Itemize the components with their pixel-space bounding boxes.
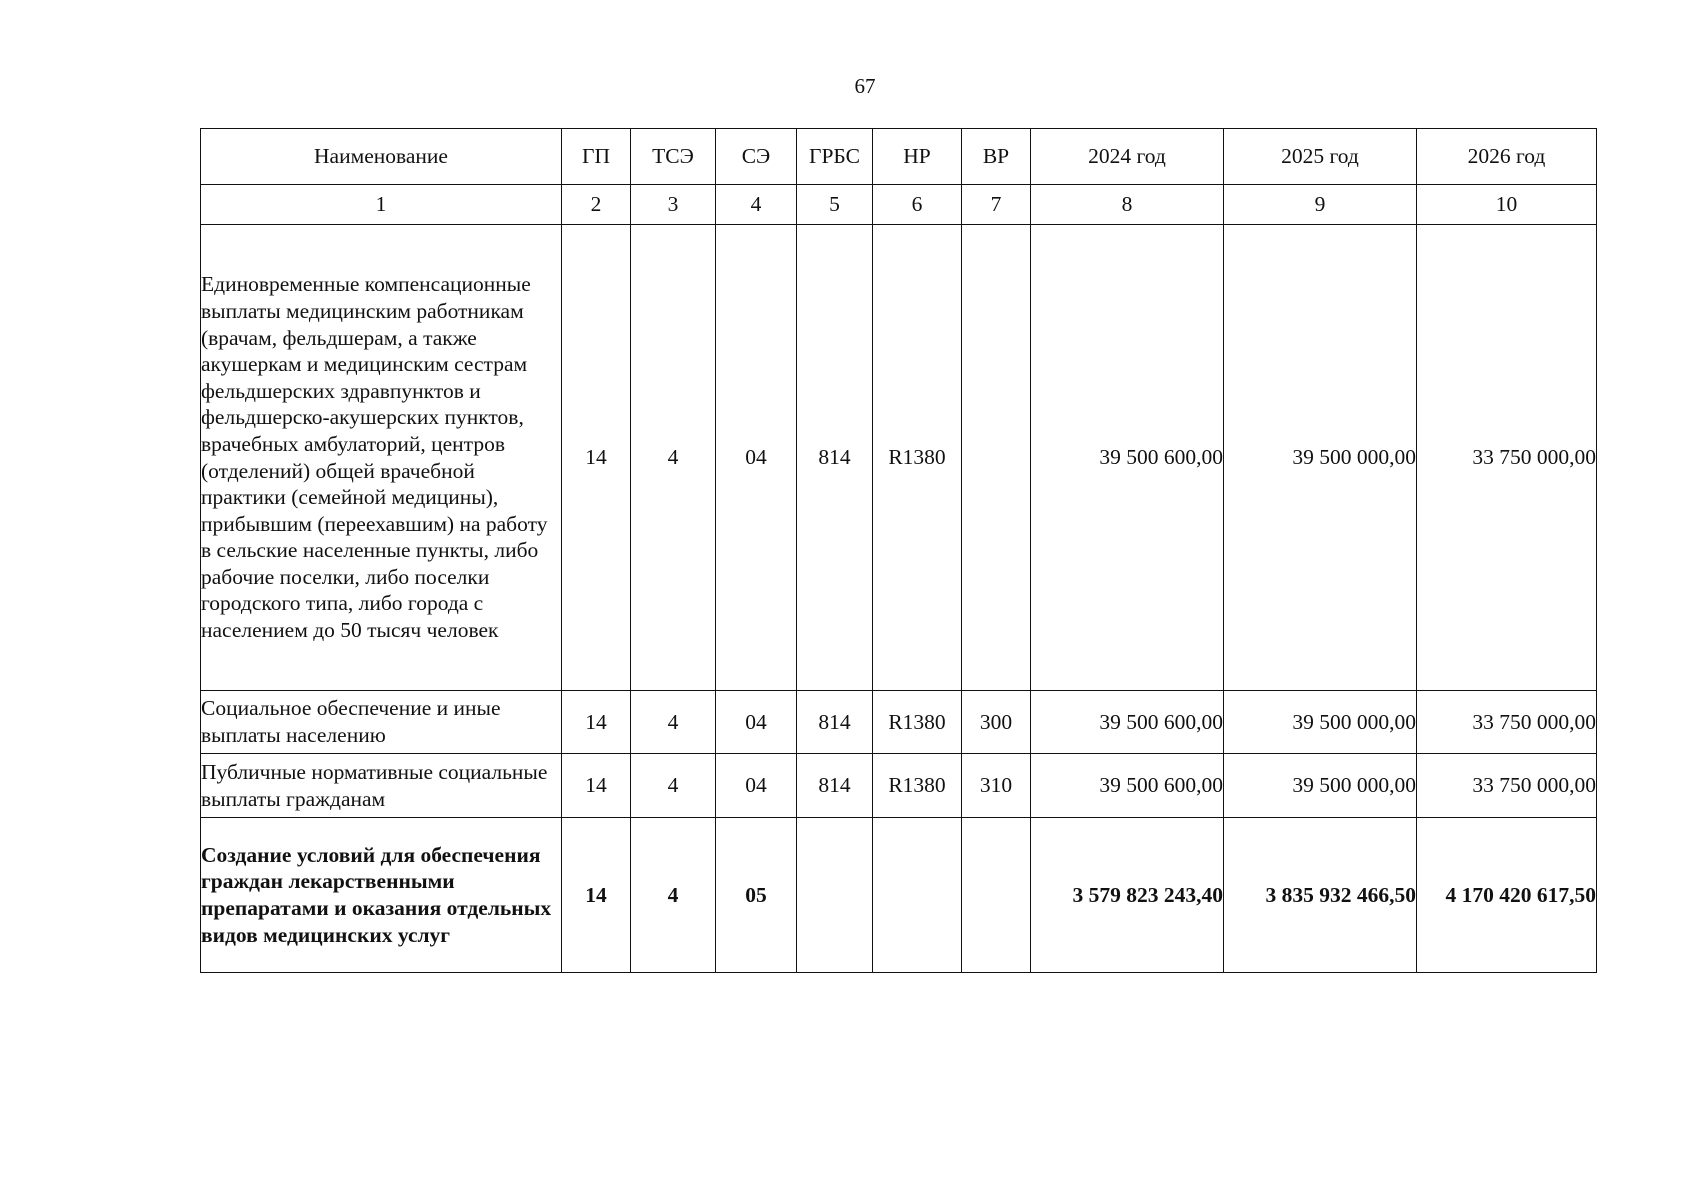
cell-vr <box>962 225 1031 691</box>
header-nr: НР <box>873 129 962 185</box>
cell-name: Создание условий для обеспечения граждан лекарственными препаратами и оказания отдельных видов медицинских услуг <box>201 818 562 973</box>
cell-grbs: 814 <box>797 691 873 754</box>
cell-2024: 39 500 600,00 <box>1031 754 1224 818</box>
cell-name: Единовременные компенсационные выплаты медицинским работникам (врачам, фельдшерам, а также акушеркам и медицинским сестрам фельдшерских здравпунктов и фельдшерско-акушерских пунктов, врачебных амбулаторий, центров (отделений) общей врачебной практики (семейной медицины), прибывшим (переехавшим) на работу в сельские населенные пункты, либо рабочие поселки, либо поселки городского типа, либо города с населением до 50 тысяч человек <box>201 225 562 691</box>
column-number: 8 <box>1031 185 1224 225</box>
cell-nr: R1380 <box>873 754 962 818</box>
header-row <box>201 129 1597 185</box>
column-number: 6 <box>873 185 962 225</box>
header-vr: ВР <box>962 129 1031 185</box>
cell-nr: R1380 <box>873 225 962 691</box>
cell-nr: R1380 <box>873 691 962 754</box>
cell-tse: 4 <box>631 225 716 691</box>
column-number-row <box>201 185 1597 225</box>
cell-2025: 3 835 932 466,50 <box>1224 818 1417 973</box>
page-number: 67 <box>854 74 876 98</box>
header-2024: 2024 год <box>1031 129 1224 185</box>
budget-table <box>200 128 1597 973</box>
cell-2024: 39 500 600,00 <box>1031 691 1224 754</box>
header-name: Наименование <box>201 129 562 185</box>
column-number: 2 <box>562 185 631 225</box>
header-2026: 2026 год <box>1417 129 1597 185</box>
cell-gp: 14 <box>562 754 631 818</box>
table-header <box>201 129 1597 225</box>
cell-2025: 39 500 000,00 <box>1224 691 1417 754</box>
cell-se: 04 <box>716 225 797 691</box>
header-se: СЭ <box>716 129 797 185</box>
cell-vr: 300 <box>962 691 1031 754</box>
column-number: 4 <box>716 185 797 225</box>
table-row <box>201 691 1597 754</box>
header-gp: ГП <box>562 129 631 185</box>
cell-2025: 39 500 000,00 <box>1224 754 1417 818</box>
cell-2025: 39 500 000,00 <box>1224 225 1417 691</box>
column-number: 10 <box>1417 185 1597 225</box>
cell-grbs: 814 <box>797 225 873 691</box>
cell-se: 04 <box>716 691 797 754</box>
cell-gp: 14 <box>562 225 631 691</box>
cell-tse: 4 <box>631 818 716 973</box>
header-2025: 2025 год <box>1224 129 1417 185</box>
cell-gp: 14 <box>562 691 631 754</box>
table-row <box>201 225 1597 691</box>
cell-2026: 33 750 000,00 <box>1417 754 1597 818</box>
header-grbs: ГРБС <box>797 129 873 185</box>
cell-grbs <box>797 818 873 973</box>
column-number: 3 <box>631 185 716 225</box>
cell-name: Публичные нормативные социальные выплаты гражданам <box>201 754 562 818</box>
table-body <box>201 225 1597 973</box>
cell-tse: 4 <box>631 754 716 818</box>
column-number: 9 <box>1224 185 1417 225</box>
cell-vr: 310 <box>962 754 1031 818</box>
column-number: 7 <box>962 185 1031 225</box>
cell-name: Социальное обеспечение и иные выплаты населению <box>201 691 562 754</box>
cell-se: 05 <box>716 818 797 973</box>
cell-tse: 4 <box>631 691 716 754</box>
table-row <box>201 754 1597 818</box>
column-number: 5 <box>797 185 873 225</box>
cell-se: 04 <box>716 754 797 818</box>
column-number: 1 <box>201 185 562 225</box>
cell-2026: 33 750 000,00 <box>1417 691 1597 754</box>
table-row <box>201 818 1597 973</box>
cell-2024: 39 500 600,00 <box>1031 225 1224 691</box>
cell-vr <box>962 818 1031 973</box>
cell-2026: 4 170 420 617,50 <box>1417 818 1597 973</box>
cell-nr <box>873 818 962 973</box>
cell-gp: 14 <box>562 818 631 973</box>
cell-2026: 33 750 000,00 <box>1417 225 1597 691</box>
cell-2024: 3 579 823 243,40 <box>1031 818 1224 973</box>
header-tse: ТСЭ <box>631 129 716 185</box>
cell-grbs: 814 <box>797 754 873 818</box>
